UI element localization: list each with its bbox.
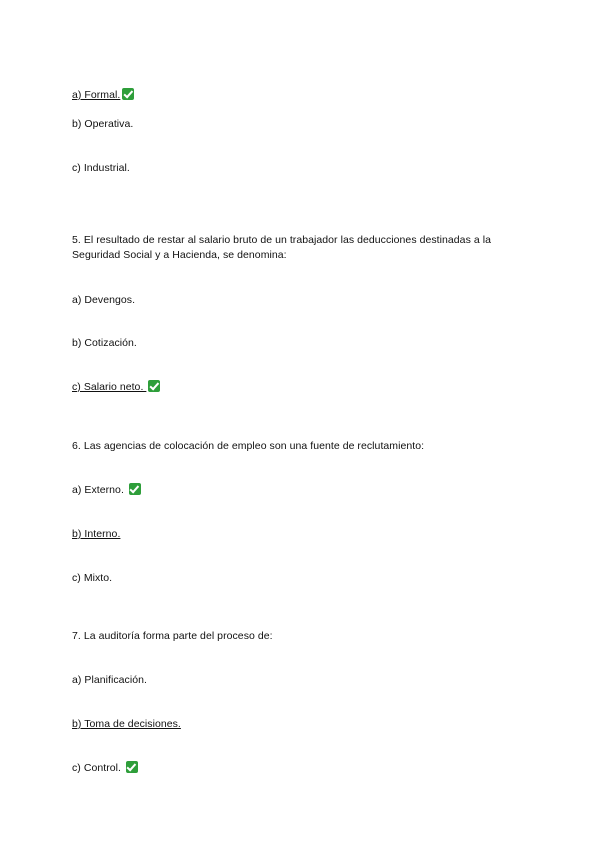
q5-option-b-text: b) Cotización. bbox=[72, 337, 137, 349]
q6-option-c-text: c) Mixto. bbox=[72, 572, 113, 584]
q6-option-a bbox=[72, 483, 141, 497]
q4-option-c bbox=[72, 161, 130, 175]
q4-option-b bbox=[72, 117, 133, 131]
q4-option-a-text: a) Formal. bbox=[72, 89, 121, 101]
q5-option-c-text: c) Salario neto. bbox=[72, 381, 147, 393]
q5-option-c bbox=[72, 380, 160, 394]
q7-option-b bbox=[72, 717, 181, 731]
q7-option-a bbox=[72, 673, 147, 687]
q4-option-a bbox=[72, 88, 134, 102]
q7-option-b-text: b) Toma de decisiones. bbox=[72, 718, 181, 730]
q5-option-a-text: a) Devengos. bbox=[72, 294, 136, 306]
q5-option-a bbox=[72, 293, 135, 307]
q7-option-c-text: c) Control. bbox=[72, 762, 124, 774]
check-mark-icon bbox=[122, 88, 134, 100]
check-mark-icon bbox=[129, 483, 141, 495]
q6-option-b-text: b) Interno. bbox=[72, 528, 121, 540]
q4-option-b-text: b) Operativa. bbox=[72, 118, 134, 130]
q7-option-a-text: a) Planificación. bbox=[72, 674, 147, 686]
q4-option-c-text: c) Industrial. bbox=[72, 162, 130, 174]
q6-option-a-text: a) Externo. bbox=[72, 484, 127, 496]
q7-question-text: 7. La auditoría forma parte del proceso de: bbox=[72, 630, 273, 642]
q5-option-b bbox=[72, 336, 137, 350]
q6-option-b bbox=[72, 527, 120, 541]
q7-option-c bbox=[72, 761, 138, 775]
q5-question bbox=[72, 233, 522, 263]
q6-option-c bbox=[72, 571, 112, 585]
q7-question bbox=[72, 629, 273, 643]
q6-question bbox=[72, 439, 424, 453]
q5-question-text: 5. El resultado de restar al salario bruto de un trabajador las deducciones destinadas a la Seguridad Social y a Hacienda, se denomina: bbox=[72, 234, 491, 261]
check-mark-icon bbox=[126, 761, 138, 773]
q6-question-text: 6. Las agencias de colocación de empleo son una fuente de reclutamiento: bbox=[72, 440, 425, 452]
check-mark-icon bbox=[148, 380, 160, 392]
